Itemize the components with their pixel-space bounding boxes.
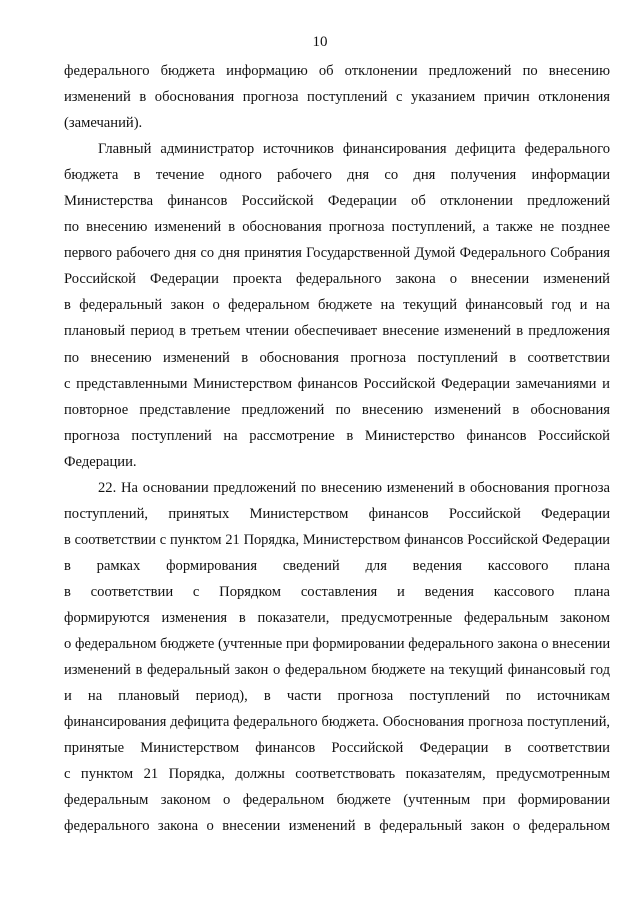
text-line: Федерации.: [64, 453, 137, 470]
text-line: повторное представление предложений по внесению изменений в обоснования: [64, 401, 610, 418]
text-line: и на плановый период), в части прогноза поступлений по источникам: [64, 688, 610, 705]
text-line: в соответствии с пунктом 21 Порядка, Министерством финансов Российской Федерации: [64, 531, 610, 548]
text-line: федерального бюджета информацию об отклонении предложений по внесению: [64, 63, 610, 79]
text-line: по внесению изменений в обоснования прогноза поступлений, а также не позднее: [64, 219, 610, 236]
text-line: по внесению изменений в обоснования прогноза поступлений в соответствии: [64, 349, 610, 366]
text-line: с представленными Министерством финансов Российской Федерации замечаниями и: [64, 375, 610, 392]
text-line: прогноза поступлений на рассмотрение в Министерство финансов Российской: [64, 427, 610, 444]
text-line: Российской Федерации проекта федерального закона о внесении изменений: [64, 271, 610, 288]
text-line: с пунктом 21 Порядка, должны соответствовать показателям, предусмотренным: [64, 766, 610, 783]
text-line: изменений в обоснования прогноза поступлений с указанием причин отклонения: [64, 89, 610, 106]
text-line: принятые Министерством финансов Российской Федерации в соответствии: [64, 740, 610, 757]
page-number: 10: [312, 34, 328, 50]
text-line: изменений в федеральный закон о федеральном бюджете на текущий финансовый год: [64, 662, 610, 679]
text-line: Министерства финансов Российской Федерации об отклонении предложений: [64, 193, 610, 210]
text-line: в федеральный закон о федеральном бюджете на текущий финансовый год и на: [64, 297, 610, 314]
text-line: федерального закона о внесении изменений в федеральный закон о федеральном: [64, 818, 610, 835]
text-line: федеральным законом о федеральном бюджете (учтенным при формировании: [64, 792, 610, 809]
document-text-body: [64, 58, 610, 839]
text-line: первого рабочего дня со дня принятия Государственной Думой Федерального Собрания: [64, 245, 610, 262]
text-line: (замечаний).: [64, 115, 143, 132]
text-line: 22. На основании предложений по внесению изменений в обоснования прогноза: [98, 479, 610, 496]
text-line: поступлений, принятых Министерством финансов Российской Федерации: [64, 505, 610, 522]
text-line: плановый период в третьем чтении обеспечивает внесение изменений в предложения: [64, 323, 610, 340]
text-line: в соответствии с Порядком составления и ведения кассового плана: [64, 583, 610, 600]
text-line: формируются изменения в показатели, предусмотренные федеральным законом: [64, 609, 610, 626]
text-line: в рамках формирования сведений для ведения кассового плана: [64, 557, 610, 574]
text-line: бюджета в течение одного рабочего дня со дня получения информации: [64, 167, 610, 184]
text-line: финансирования дефицита федерального бюджета. Обоснования прогноза поступлений,: [64, 714, 610, 731]
text-line: Главный администратор источников финансирования дефицита федерального: [98, 141, 610, 158]
text-line: о федеральном бюджете (учтенные при формировании федерального закона о внесении: [64, 636, 611, 653]
